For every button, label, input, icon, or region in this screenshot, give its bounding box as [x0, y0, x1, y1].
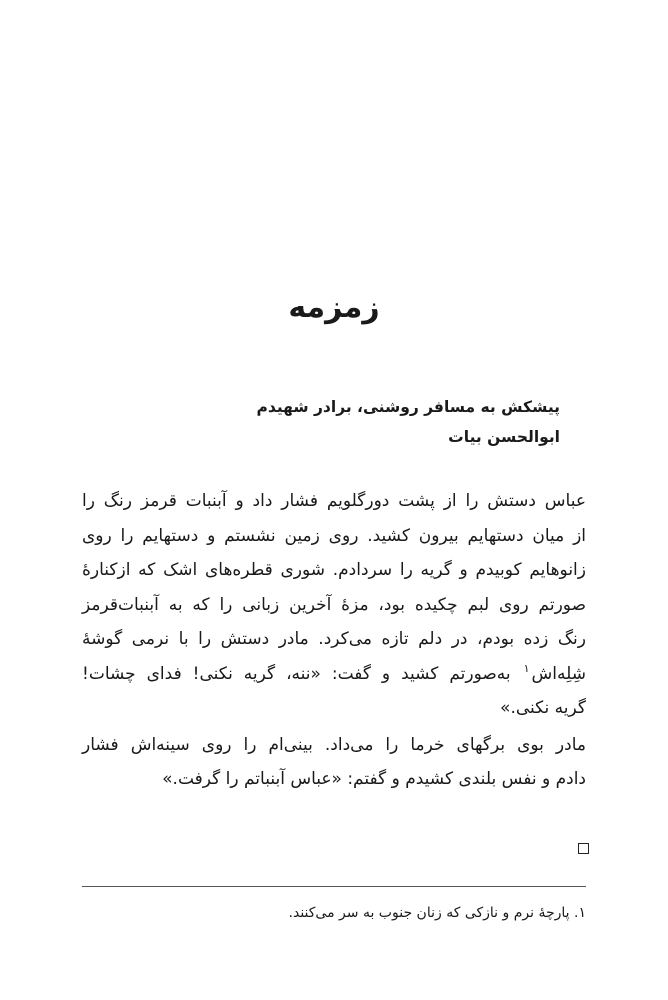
story-line: رنگ زده بودم، در دلم تازه می‌کرد. مادر دستش را با نرمی گوشهٔ	[82, 629, 586, 649]
story-text	[82, 484, 586, 797]
chapter-title: زمزمه	[288, 290, 380, 325]
story-line-with-footnote	[82, 657, 586, 692]
story-line: عباس دستش را از پشت دورگلویم فشار داد و آبنبات قرمز رنگ را	[82, 491, 586, 511]
story-line-rest: به‌صورتم کشید و گفت: «ننه، گریه نکنی! فدای چشات!	[82, 663, 511, 684]
story-line: مادر بوی برگهای خرما را می‌داد. بینی‌ام را روی سینه‌اش فشار	[82, 734, 586, 755]
dedication	[100, 392, 560, 452]
end-of-story-square-icon	[578, 843, 589, 854]
dedication-line-1: پیشکش به مسافر روشنی، برادر شهیدم	[256, 398, 560, 416]
footnote: ۱. پارچهٔ نرم و نازکی که زنان جنوب به سر می‌کنند.	[288, 905, 586, 921]
footnote-marker: ۱	[523, 661, 530, 675]
story-line: صورتم روی لبم چکیده بود، مزهٔ آخرین زبانی را که به آبنبات‌قرمز	[82, 594, 586, 615]
story-line: زانوهایم کوبیدم و گریه را سردادم. شوری قطره‌های اشک که ازکنارهٔ	[82, 560, 586, 580]
story-line: دادم و نفس بلندی کشیدم و گفتم: «عباس آبنباتم را گرفت.»	[162, 769, 586, 789]
footnote-divider	[82, 886, 586, 887]
story-line: از میان دستهایم بیرون کشید. روی زمین نشستم و دستهایم را روی	[82, 525, 586, 546]
footnoted-word: شِلِه‌اش	[531, 663, 587, 684]
story-line: گریه نکنی.»	[500, 698, 586, 718]
dedication-line-2: ابوالحسن بیات	[448, 428, 560, 446]
